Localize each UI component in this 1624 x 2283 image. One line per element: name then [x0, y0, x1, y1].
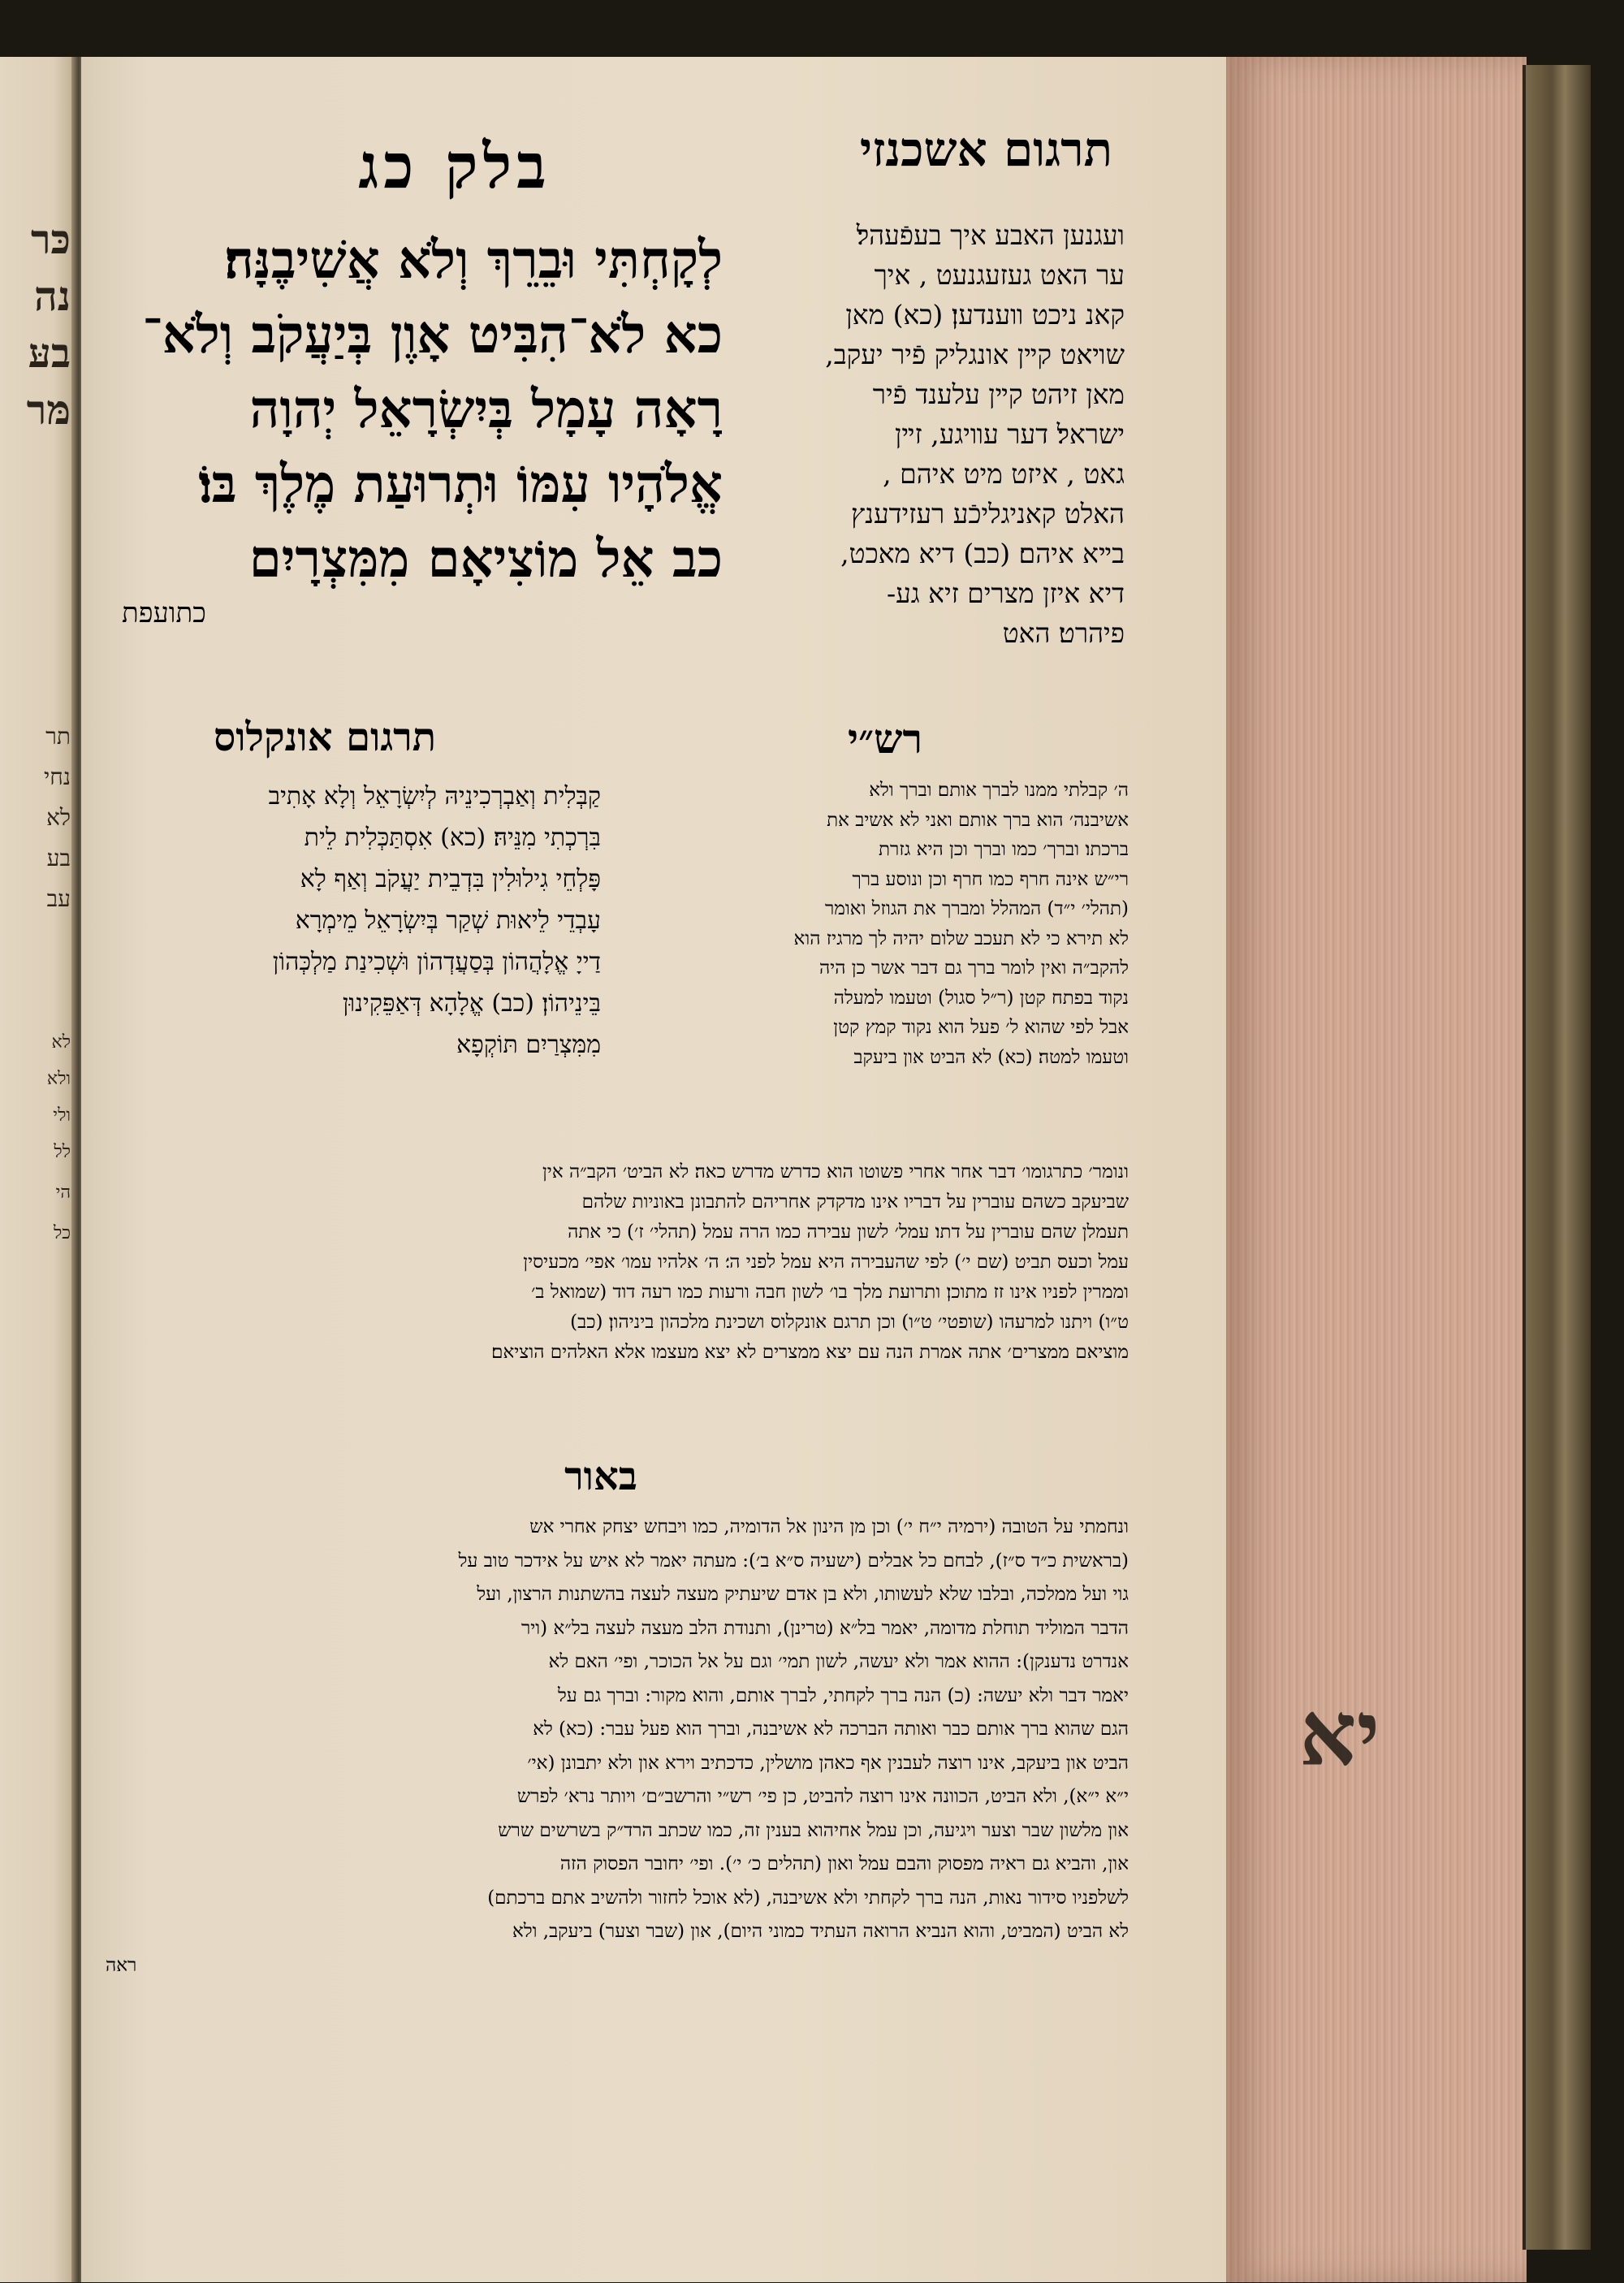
biur-commentary	[81, 1511, 1129, 2193]
biur-line: ונחמתי על הטובה (ירמיה י״ח י׳) וכן מן הינון אל הדומיה, כמו ויבחש יצחק אחרי אש	[529, 1516, 1129, 1537]
rashi-line: ברכתו׃ וברך׳ כמו וברך וכן היא גזרת	[879, 839, 1129, 860]
rashi-line: נקוד בפתח קטן (ר״ל סגול) וטעמו למעלה	[833, 987, 1129, 1009]
rashi-line: לא תירא כי לא תעכב שלום יהיה לך מרגיז הוא	[793, 927, 1129, 949]
left-fragment-line: לא	[46, 804, 71, 831]
rashi-line: וממרין לפניו אינו זז מתוכן׃ ותרועת מלך בו׳ לשון חבה ורעות כמו רעה דוד (שמואל ב׳	[531, 1282, 1129, 1303]
biur-heading: באור	[564, 1454, 637, 1499]
rashi-commentary-continued	[85, 1157, 1129, 1417]
biur-line: און מלשון שבר וצער ויגיעה, וכן עמל אחיהוא בענין זה, כמו שכתב הרד״ק בשרשים שרש	[498, 1819, 1129, 1841]
left-fragment-line: תר	[45, 723, 71, 750]
biur-line: גוי ועל ממלכה, ובלבו שלא לעשותו, ולא בן אדם שיעתיק מעצה לעצה בהשתנות הרצון, ועל	[477, 1584, 1129, 1605]
rashi-line: ט״ו) ויתנו למרעהו (שופטי׳ ט״ו) וכן תרגם אונקלוס ושכינת מלכהון ביניהון׃ (כב)	[570, 1312, 1129, 1333]
biur-line: (בראשית כ״ד ס״ז), לבחם כל אבלים (ישעיה ס״א ב׳): מעתה יאמר לא איש על אידכר טוב על	[458, 1550, 1129, 1572]
rashi-line: ה׳ קבלתי ממנו לברך אותם׃ וברך ולא	[869, 780, 1129, 801]
rashi-heading: רש״י	[847, 715, 923, 763]
rashi-commentary	[589, 776, 1129, 1157]
page-edge-stamp: יא	[1299, 1681, 1380, 1786]
onkelos-line: דַייָ אֱלָהֲהוֹן בְּסַעֲדְהוֹן וּשְׁכִינַת מַלְכְּהוֹן	[272, 948, 601, 976]
biur-line: הגם שהוא ברך אותם כבר ואותה הברכה לא אשיבנה, וברך הוא פעל עבר: (כא) לא	[533, 1719, 1129, 1740]
rashi-line: עמל וכעס תביט (שם י׳) לפי שהעבירה היא עמל לפני ה׳׃ ה׳ אלהיו עמו׳ אפי׳ מכעיסין	[523, 1252, 1129, 1273]
left-fragment-line: נה	[33, 272, 71, 320]
rashi-line: שביעקב כשהם עוברין על דבריו אינו מדקדק אחריהם להתבונן באוניות שלהם	[581, 1191, 1129, 1213]
yiddish-line: ועגנען האבע איך בעפֿעהל׃	[856, 219, 1125, 251]
rashi-line: תעמלן שהם עוברין על דתו׃ עמל׳ לשון עבירה כמו הרה עמל (תהלי׳ ז׳) כי אתה	[568, 1221, 1129, 1243]
yiddish-line: מאן זיהט קײן עלענד פֿיר	[872, 378, 1125, 410]
rashi-line: וטעמו למטה׃ (כא) לא הביט און ביעקב	[853, 1046, 1129, 1068]
left-fragment-line: לל	[54, 1142, 71, 1162]
left-fragment-line: הי	[55, 1183, 71, 1203]
left-fragment-line: נחי	[43, 763, 71, 790]
verse-line: כא לֹא־הִבִּיט אָוֶן בְּיַעֲקֹב וְלֹא־	[142, 305, 723, 365]
onkelos-line: קַבְּלִית וְאַבְרְכִינֵיהּ לְיִשְׂרָאֵל וְלָא אָתִיב	[268, 782, 601, 811]
verse-line: רָאָה עָמָל בְּיִשְׂרָאֵל יְהוָה	[249, 379, 723, 440]
left-fragment-line: כל	[53, 1223, 71, 1243]
rashi-line: אשיבנה׳ הוא ברך אותם ואני לא אשיב את	[827, 809, 1129, 831]
left-fragment-line: לא	[51, 1032, 71, 1053]
onkelos-line: בֵּינֵיהוֹן׃ (כב) אֱלָהָא דְּאַפֵּקִינוּן	[342, 989, 601, 1018]
yiddish-line: קאנ ניכט װענדען׃ (כא) מאן	[845, 299, 1125, 331]
yiddish-line: גאט , איזט מיט איהם ,	[883, 458, 1125, 490]
left-page-fragment	[0, 57, 77, 2282]
onkelos-text	[146, 776, 601, 1157]
biur-line: לשלפניו סידור נאות, הנה ברך לקחתי ולא אשיבנה, (לא אוכל לחזור ולהשיב אתם ברכתם)	[487, 1887, 1129, 1909]
onkelos-line: עָבְדֵי לֵיאוּת שְׁקַר בְּיִשְׂרָאֵל מֵימְרָא	[295, 906, 601, 935]
yiddish-line: בײא איהם׃ (כב) דיא מאכט,	[840, 538, 1125, 569]
section-header: תרגום אשכנזי	[859, 122, 1112, 177]
onkelos-heading: תרגום אונקלוס	[213, 715, 437, 760]
page-edges	[1226, 57, 1527, 2282]
parsha-header: בלק כג	[358, 130, 551, 202]
yiddish-line: האלט קאניגליכֿע רעזידענץ	[851, 498, 1125, 530]
yiddish-line: ער האט געזעגנעט , איך	[874, 259, 1125, 291]
rashi-line: ונומר׳ כתרגומו׳ דבר אחר אחרי פשוטו הוא כדרש מדרש כאה׃ לא הביט׳ הקב״ה אין	[542, 1161, 1129, 1183]
onkelos-line: מִמִּצְרַיִם תּוֹקְפָא	[456, 1031, 601, 1059]
rashi-line: אבל לפי שהוא ל׳ פעל הוא נקוד קמץ קטן	[833, 1017, 1129, 1038]
left-fragment-line: בע	[46, 845, 71, 871]
torah-verses	[106, 223, 723, 629]
rashi-line: (תהלי׳ י״ד) המהלל ומברך את הגוזל ואומר	[824, 898, 1129, 919]
verse-line: לְקָחְתִּי וּבֵרֵךְ וְלֹא אֲשִׁיבֶנָּה׃	[224, 230, 723, 291]
left-fragment-line: ולי	[53, 1105, 71, 1126]
biur-line: הביט און ביעקב, אינו רוצה לעבנין אף כאהן מושלין, כדכתיב וירא און ולא יתבונן (אי׳	[527, 1752, 1129, 1774]
yiddish-line: פיהרט׃ האט	[1002, 617, 1125, 649]
left-fragment-line: כּר	[31, 215, 71, 263]
catchword: כתועפת	[122, 597, 206, 629]
rashi-line: מוציאם ממצרים׳ אתה אמרת הנה עם יצא ממצרים לא יצא מעצמו אלא האלהים הוציאם׃	[491, 1342, 1129, 1363]
onkelos-line: בִּרְכְתִי מִנֵּיהּ׃ (כא) אִסְתַּכְּלִית לֵית	[304, 824, 601, 852]
yiddish-translation	[735, 215, 1125, 678]
biur-line: און, והביא גם ראיה מפסוק והבם עמל ואון (תהלים כ׳ י׳). ופי׳ יחובר הפסוק הזה	[559, 1853, 1129, 1874]
biur-catchword: ראה	[106, 1954, 137, 1976]
biur-line: אנדרט נדענקן): ההוא אמר ולא יעשה, לשון תמי׳ וגם על אל הכוכר, ופי׳ האם לא	[548, 1651, 1129, 1672]
biur-line: הדבר המוליד תוחלת מדומה, יאמר בל״א (טרינן), ותנודת הלב מעצה לעצה בל״א (ויר	[520, 1617, 1129, 1639]
biur-line: י״א י״א), ולא הביט, הכוונה אינו רוצה להביט, כן פי׳ רש״י והרשב״ם׳ ויותר נרא׳ לפרש	[516, 1786, 1129, 1807]
verse-line: אֱלֹהָיו עִמּוֹ וּתְרוּעַת מֶלֶךְ בּוֹ׃	[198, 454, 723, 515]
yiddish-line: שױאט קײן אונגליק פֿיר יעקב,	[825, 339, 1125, 370]
book-cover-edge	[1522, 65, 1591, 2250]
biur-line: יאמר דבר ולא יעשה: (כ) הנה ברך לקחתי, לברך אותם, והוא מקור: וברך גם על	[558, 1684, 1129, 1706]
left-fragment-line: בעּ	[28, 329, 71, 377]
rashi-line: רי״ש אינה חרף כמו חרף וכן ונוסע ברך	[852, 868, 1129, 890]
left-fragment-line: ולא	[46, 1069, 71, 1089]
rashi-line: להקב״ה ואין לומר ברך גם דבר אשר כן היה	[818, 958, 1129, 979]
left-fragment-line: עב	[46, 885, 71, 912]
yiddish-line: ישראל׃ דער עװיגע, זײן	[894, 418, 1125, 450]
verse-line: כב אֵל מוֹצִיאָם מִמִּצְרָיִם	[248, 529, 723, 590]
biur-line: לא הביט (המביט, והוא הנביא הרואה העתיד כמוני היום), און (שבר וצער) ביעקב, ולא	[512, 1921, 1129, 1942]
yiddish-line: דיא איזן מצרים זיא גע-	[886, 577, 1125, 609]
left-fragment-line: מּר	[26, 386, 71, 434]
onkelos-line: פָּלְחֵי גִילוּלִין בִּדְבֵית יַעֲקֹב וְאַף לָא	[300, 865, 601, 893]
